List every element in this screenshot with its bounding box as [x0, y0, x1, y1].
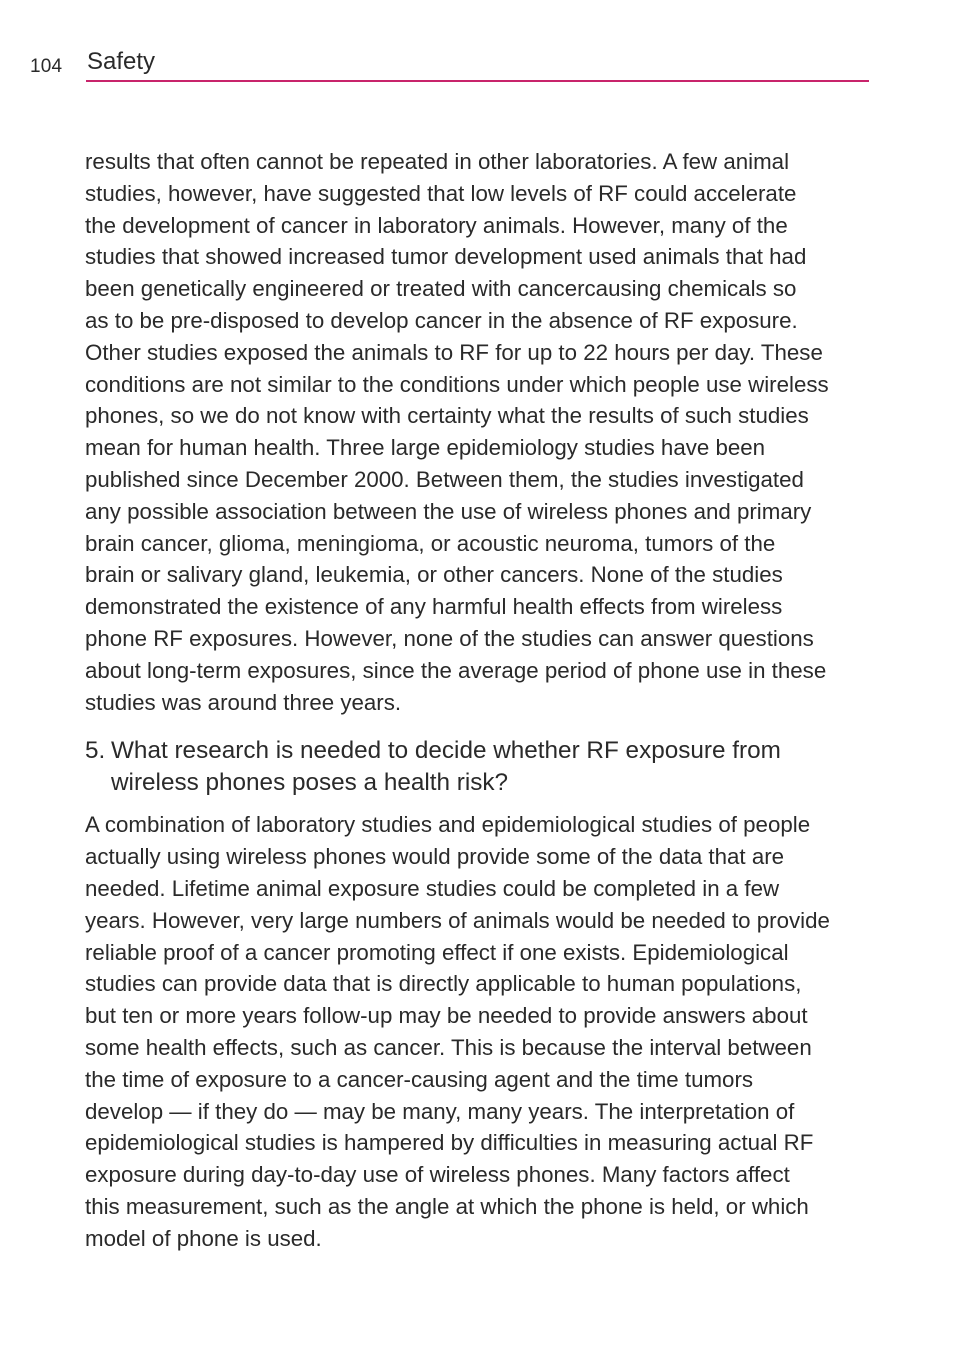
question-number: 5.: [85, 737, 106, 765]
body-paragraph-1: results that often cannot be repeated in other laboratories. A few animal studies, however, have suggested that low levels of RF could accelerate the development of cancer in laboratory animals. However, many of the studies that showed increased tumor development used animals that had been genetically engineered or treated with cancercausing chemicals so as to be pre-disposed to develop cancer in the absence of RF exposure. Other studies exposed the animals to RF for up to 22 hours per day. These conditions are not similar to the conditions under which people use wireless phones, so we do not know with certainty what the results of such studies mean for human health. Three large epidemiology studies have been published since December 2000. Between them, the studies investigated any possible association between the use of wireless phones and primary brain cancer, glioma, meningioma, or acoustic neuroma, tumors of the brain or salivary gland, leukemia, or other cancers. None of the studies demonstrated the existence of any harmful health effects from wireless phone RF exposures. However, none of the studies can answer questions about long-term exposures, since the average period of phone use in these studies was around three years.: [85, 149, 829, 715]
question-heading: [85, 735, 875, 799]
section-title: Safety: [87, 48, 156, 75]
page-number: 104: [30, 56, 63, 77]
body-paragraph-2: A combination of laboratory studies and epidemiological studies of people actually using wireless phones would provide some of the data that are needed. Lifetime animal exposure studies could be completed in a few years. However, very large numbers of animals would be needed to provide reliable proof of a cancer promoting effect if one exists. Epidemiological studies can provide data that is directly applicable to human populations, but ten or more years follow-up may be needed to provide answers about some health effects, such as cancer. This is because the interval between the time of exposure to a cancer-causing agent and the time tumors develop — if they do — may be many, many years. The interpretation of epidemiological studies is hampered by difficulties in measuring actual RF exposure during day-to-day use of wireless phones. Many factors affect this measurement, such as the angle at which the phone is held, or which model of phone is used.: [85, 812, 830, 1251]
page-content: [85, 146, 875, 1255]
question-text: What research is needed to decide whether RF exposure from wireless phones poses a health risk?: [111, 737, 781, 797]
header-divider: [86, 80, 869, 82]
